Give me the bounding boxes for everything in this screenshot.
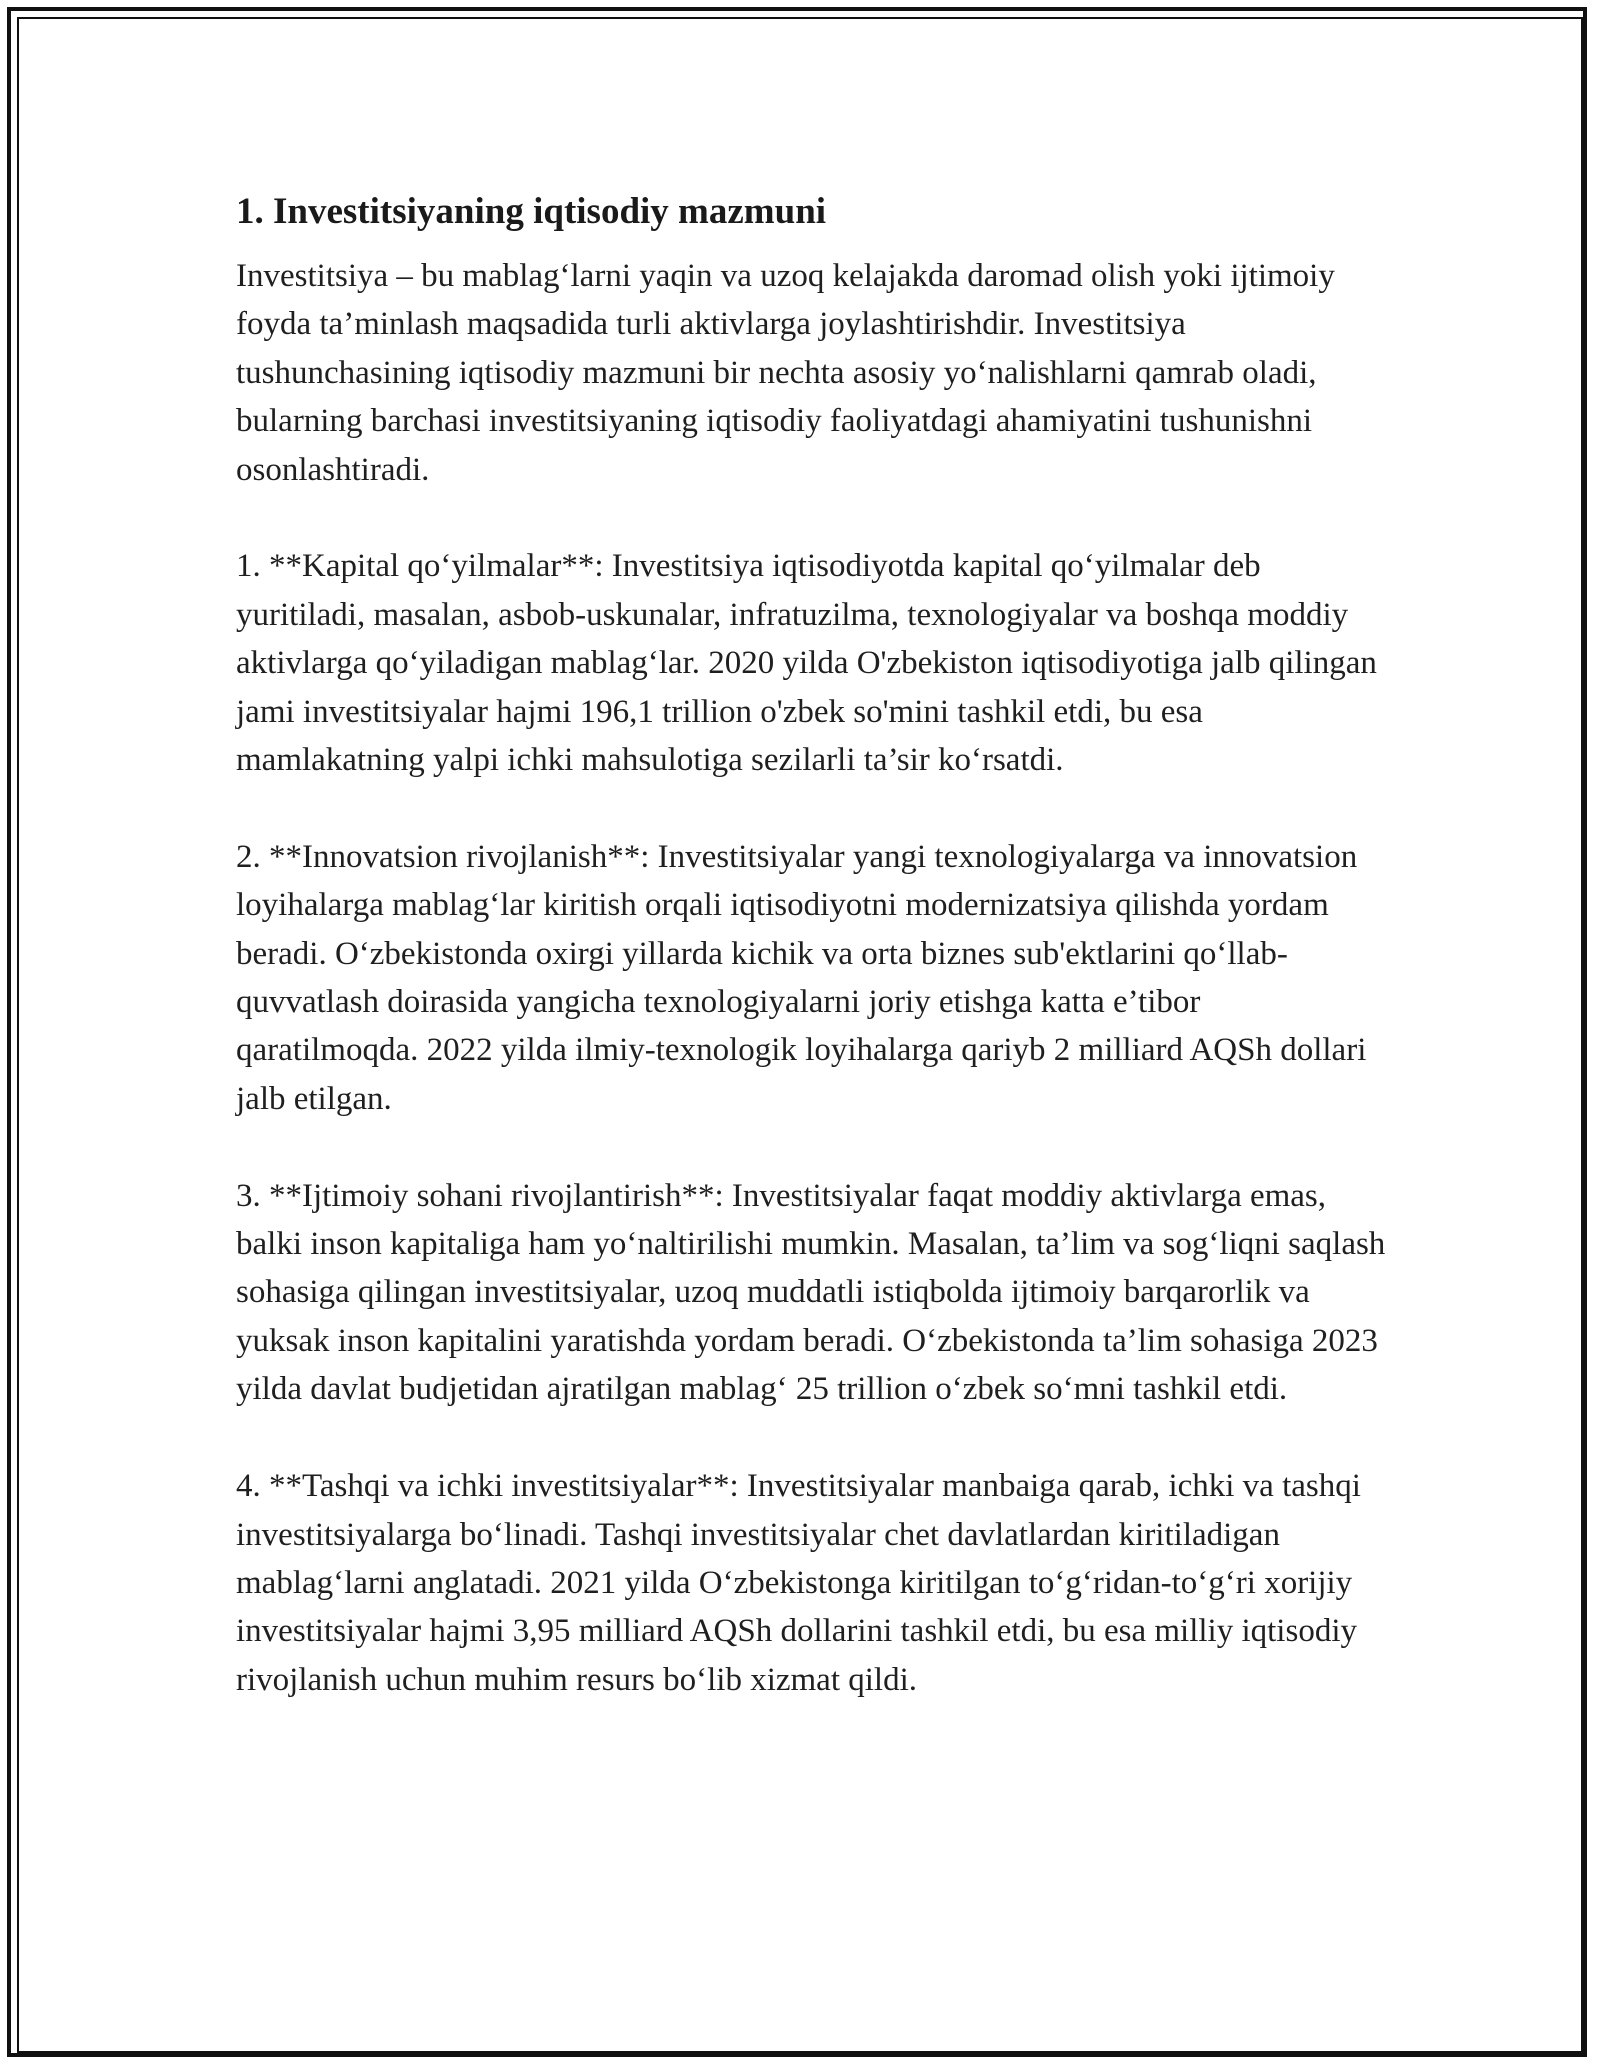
paragraph-external-internal-investments: 4. **Tashqi va ichki investitsiyalar**: Investitsiyalar manbaiga qarab, ichki va tashqi investitsiyalarga bo‘linadi. Tashqi investitsiyalar chet davlatlardan kiritiladigan mablag‘larni anglatadi. 2021 yilda O‘zbekistonga kiritilgan to‘g‘ridan-to‘g‘ri xorijiy investitsiyalar hajmi 3,95 milliard AQSh dollarini tashkil etdi, bu esa milliy iqtisodiy rivojlanish uchun muhim resurs bo‘lib xizmat qildi.: [236, 1468, 1361, 1698]
paragraph-innovative-development: 2. **Innovatsion rivojlanish**: Investitsiyalar yangi texnologiyalarga va innovatsion loyihalarga mablag‘lar kiritish orqali iqtisodiyotni modernizatsiya qilishda yordam beradi. O‘zbekistonda oxirgi yillarda kichik va orta biznes sub'ektlarini qo‘llab-quvvatlash doirasida yangicha texnologiyalarni joriy etishga katta e’tibor qaratilmoqda. 2022 yilda ilmiy-texnologik loyihalarga qariyb 2 milliard AQSh dollari jalb etilgan.: [236, 838, 1367, 1117]
intro-paragraph: Investitsiya – bu mablag‘larni yaqin va uzoq kelajakda daromad olish yoki ijtimoiy foyda ta’minlash maqsadida turli aktivlarga joylashtirishdir. Investitsiya tushunchasining iqtisodiy mazmuni bir nechta asosiy yo‘nalishlarni qamrab oladi, bularning barchasi investitsiyaning iqtisodiy faoliyatdagi ahamiyatini tushunishni osonlashtiradi.: [236, 258, 1335, 488]
paragraph-social-sphere: 3. **Ijtimoiy sohani rivojlantirish**: Investitsiyalar faqat moddiy aktivlarga emas, balki inson kapitaliga ham yo‘naltirilishi mumkin. Masalan, ta’lim va sog‘liqni saqlash sohasiga qilingan investitsiyalar, uzoq muddatli istiqbolda ijtimoiy barqarorlik va yuksak inson kapitalini yaratishda yordam beradi. O‘zbekistonda ta’lim sohasiga 2023 yilda davlat budjetidan ajratilgan mablag‘ 25 trillion o‘zbek so‘mni tashkil etdi.: [236, 1177, 1386, 1408]
paragraph-capital-investments: 1. **Kapital qo‘yilmalar**: Investitsiya iqtisodiyotda kapital qo‘yilmalar deb yuritiladi, masalan, asbob-uskunalar, infratuzilma, texnologiyalar va boshqa moddiy aktivlarga qo‘yiladigan mablag‘lar. 2020 yilda O'zbekiston iqtisodiyotiga jalb qilingan jami investitsiyalar hajmi 196,1 trillion o'zbek so'mini tashkil etdi, bu esa mamlakatning yalpi ichki mahsulotiga sezilarli ta’sir ko‘rsatdi.: [236, 548, 1377, 779]
section-heading: 1. Investitsiyaning iqtisodiy mazmuni: [236, 191, 827, 232]
document-body: [236, 186, 1386, 1704]
